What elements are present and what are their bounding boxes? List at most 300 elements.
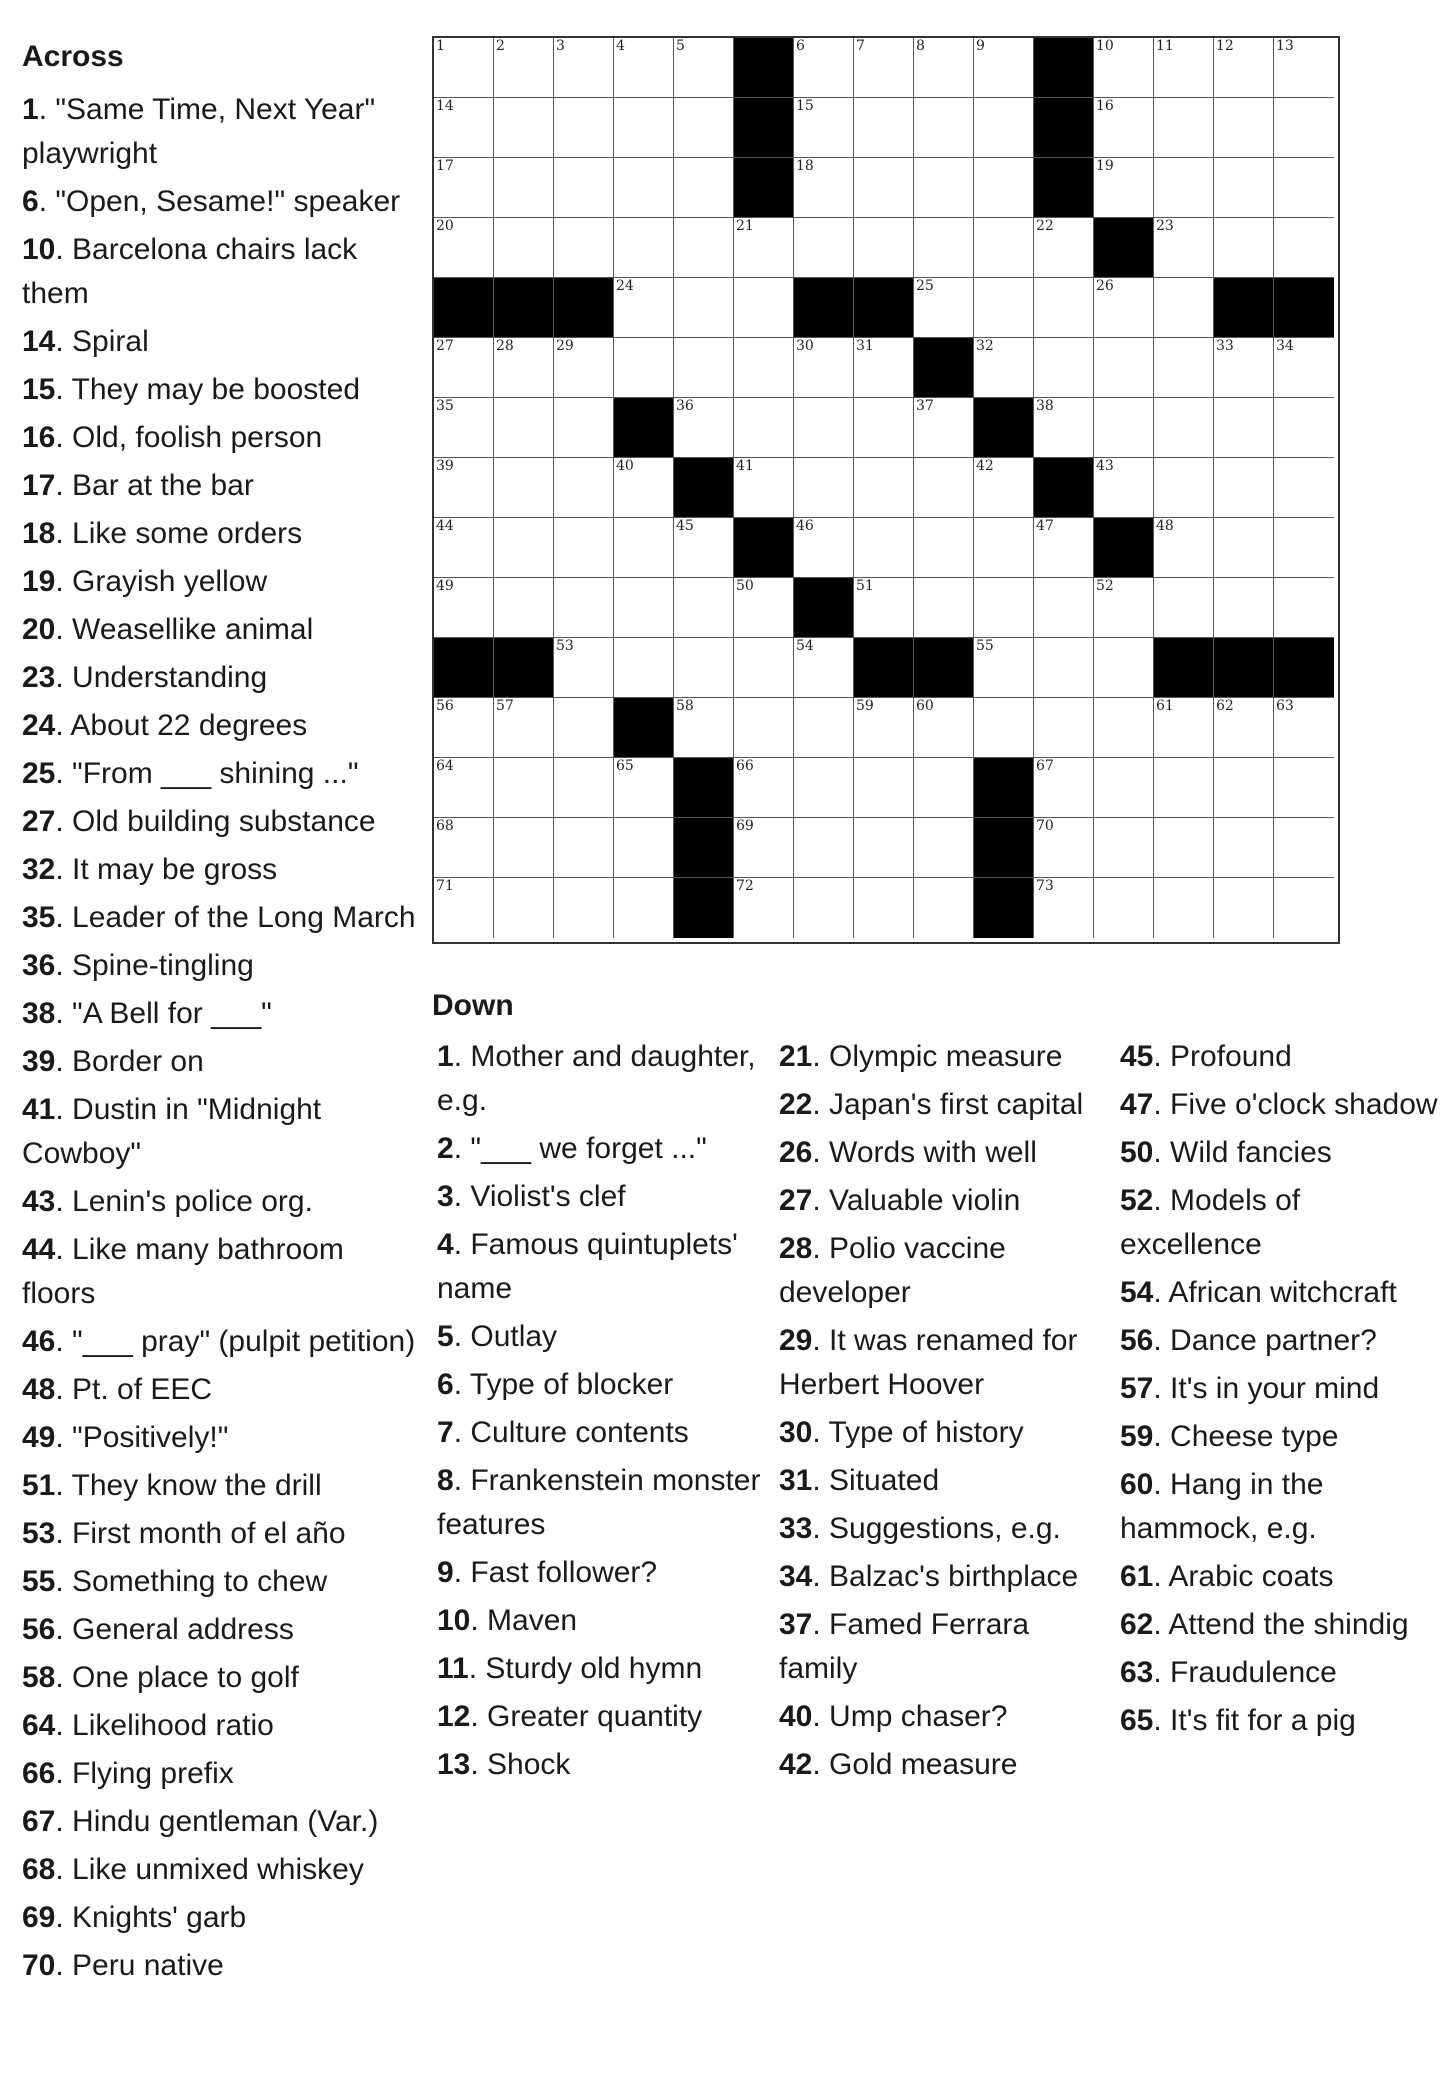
clue-item[interactable] [1120, 1415, 1450, 1459]
grid-cell[interactable] [554, 878, 614, 938]
grid-cell[interactable] [734, 878, 794, 938]
grid-cell[interactable] [494, 758, 554, 818]
clue-text: . Mother and daughter, e.g. [437, 1040, 756, 1117]
clue-number: 56 [1120, 1324, 1154, 1357]
grid-cell[interactable] [614, 878, 674, 938]
grid-cell[interactable] [434, 98, 494, 158]
grid-cell[interactable] [1034, 638, 1094, 698]
clue-item[interactable] [437, 1411, 767, 1455]
grid-cell[interactable] [494, 458, 554, 518]
clue-item[interactable] [437, 1743, 767, 1787]
grid-cell[interactable] [1154, 698, 1214, 758]
grid-cell[interactable] [674, 38, 734, 98]
clue-text: . It may be gross [55, 853, 278, 886]
grid-cell[interactable] [734, 458, 794, 518]
cell-number: 56 [436, 698, 454, 714]
clue-item[interactable] [779, 1227, 1114, 1315]
grid-cell[interactable] [614, 518, 674, 578]
grid-cell[interactable] [1274, 698, 1334, 758]
grid-cell[interactable] [974, 278, 1034, 338]
grid-cell[interactable] [554, 458, 614, 518]
cell-number: 6 [796, 38, 805, 54]
clue-item[interactable] [22, 464, 417, 508]
grid-cell[interactable] [494, 518, 554, 578]
grid-cell[interactable] [614, 158, 674, 218]
grid-cell[interactable] [974, 338, 1034, 398]
grid-cell[interactable] [1094, 578, 1154, 638]
grid-cell[interactable] [1154, 458, 1214, 518]
grid-cell[interactable] [914, 758, 974, 818]
grid-cell[interactable] [1154, 98, 1214, 158]
grid-cell[interactable] [1034, 698, 1094, 758]
grid-cell[interactable] [914, 158, 974, 218]
clue-item[interactable] [22, 1228, 417, 1316]
clue-item[interactable] [1120, 1555, 1450, 1599]
clue-item[interactable] [779, 1411, 1114, 1455]
clue-item[interactable] [22, 1944, 417, 1988]
grid-cell[interactable] [974, 638, 1034, 698]
grid-cell[interactable] [1214, 878, 1274, 938]
clue-item[interactable] [22, 1608, 417, 1652]
clue-item[interactable] [779, 1179, 1114, 1223]
grid-cell[interactable] [554, 758, 614, 818]
clue-item[interactable] [1120, 1271, 1450, 1315]
grid-cell[interactable] [734, 278, 794, 338]
grid-cell[interactable] [1274, 458, 1334, 518]
grid-cell[interactable] [1154, 518, 1214, 578]
grid-cell[interactable] [1094, 638, 1154, 698]
grid-cell[interactable] [794, 518, 854, 578]
grid-cell[interactable] [434, 878, 494, 938]
grid-cell[interactable] [794, 338, 854, 398]
clue-item[interactable] [437, 1599, 767, 1643]
grid-cell[interactable] [1274, 338, 1334, 398]
grid-cell[interactable] [1154, 218, 1214, 278]
clue-item[interactable] [22, 1752, 417, 1796]
grid-cell[interactable] [494, 818, 554, 878]
grid-cell[interactable] [1274, 158, 1334, 218]
grid-cell[interactable] [434, 698, 494, 758]
grid-cell[interactable] [1034, 218, 1094, 278]
clue-item[interactable] [22, 1416, 417, 1460]
grid-cell[interactable] [974, 578, 1034, 638]
grid-cell[interactable] [974, 518, 1034, 578]
grid-cell[interactable] [1274, 518, 1334, 578]
grid-cell[interactable] [734, 758, 794, 818]
black-square [1034, 158, 1094, 218]
grid-cell[interactable] [854, 458, 914, 518]
clue-item[interactable] [1120, 1083, 1450, 1127]
grid-cell[interactable] [494, 338, 554, 398]
black-square [1154, 638, 1214, 698]
clue-item[interactable] [22, 1800, 417, 1844]
cell-number: 33 [1216, 338, 1234, 354]
clue-item[interactable] [1120, 1035, 1450, 1079]
grid-cell[interactable] [854, 698, 914, 758]
clue-text: . Dustin in "Midnight Cowboy" [22, 1093, 322, 1170]
clue-number: 47 [1120, 1088, 1154, 1121]
cell-number: 47 [1036, 518, 1054, 534]
clue-item[interactable] [22, 1848, 417, 1892]
grid-cell[interactable] [674, 578, 734, 638]
clue-item[interactable] [22, 1040, 417, 1084]
grid-cell[interactable] [434, 398, 494, 458]
grid-cell[interactable] [794, 758, 854, 818]
clue-item[interactable] [22, 512, 417, 556]
grid-cell[interactable] [794, 638, 854, 698]
grid-cell[interactable] [974, 698, 1034, 758]
clue-item[interactable] [22, 944, 417, 988]
clue-item[interactable] [22, 1464, 417, 1508]
grid-cell[interactable] [494, 38, 554, 98]
clue-item[interactable] [22, 228, 417, 316]
grid-cell[interactable] [974, 458, 1034, 518]
grid-cell[interactable] [1274, 218, 1334, 278]
grid-cell[interactable] [1274, 758, 1334, 818]
clue-text: . Olympic measure [812, 1040, 1063, 1073]
grid-cell[interactable] [914, 518, 974, 578]
clue-item[interactable] [779, 1035, 1114, 1079]
cell-number: 41 [736, 458, 754, 474]
clue-item[interactable] [22, 896, 417, 940]
grid-cell[interactable] [1274, 38, 1334, 98]
grid-cell[interactable] [974, 218, 1034, 278]
grid-cell[interactable] [1034, 398, 1094, 458]
clue-item[interactable] [1120, 1463, 1450, 1551]
grid-cell[interactable] [914, 38, 974, 98]
clue-item[interactable] [22, 560, 417, 604]
clue-item[interactable] [1120, 1651, 1450, 1695]
clue-item[interactable] [22, 1512, 417, 1556]
black-square [794, 578, 854, 638]
clue-item[interactable] [779, 1743, 1114, 1787]
cell-number: 2 [496, 38, 505, 54]
grid-cell[interactable] [1214, 338, 1274, 398]
grid-cell[interactable] [1214, 218, 1274, 278]
grid-cell[interactable] [794, 818, 854, 878]
clue-item[interactable] [779, 1319, 1114, 1407]
clue-item[interactable] [1120, 1131, 1450, 1175]
clue-number: 6 [437, 1368, 454, 1401]
clue-item[interactable] [437, 1175, 767, 1219]
grid-cell[interactable] [674, 638, 734, 698]
grid-cell[interactable] [1034, 338, 1094, 398]
grid-cell[interactable] [494, 158, 554, 218]
grid-cell[interactable] [614, 638, 674, 698]
grid-cell[interactable] [434, 518, 494, 578]
grid-cell[interactable] [1154, 38, 1214, 98]
grid-cell[interactable] [914, 98, 974, 158]
clue-item[interactable] [22, 992, 417, 1036]
clue-number: 3 [437, 1180, 454, 1213]
grid-cell[interactable] [794, 218, 854, 278]
clue-item[interactable] [1120, 1603, 1450, 1647]
grid-cell[interactable] [1154, 818, 1214, 878]
clue-item[interactable] [22, 608, 417, 652]
clue-number: 37 [779, 1608, 813, 1641]
grid-cell[interactable] [1214, 38, 1274, 98]
grid-cell[interactable] [1094, 878, 1154, 938]
grid-cell[interactable] [1094, 278, 1154, 338]
grid-cell[interactable] [914, 698, 974, 758]
clue-item[interactable] [22, 368, 417, 412]
grid-cell[interactable] [614, 458, 674, 518]
grid-cell[interactable] [914, 398, 974, 458]
black-square [674, 818, 734, 878]
clue-item[interactable] [22, 1704, 417, 1748]
clue-item[interactable] [22, 656, 417, 700]
grid-cell[interactable] [914, 278, 974, 338]
grid-cell[interactable] [854, 818, 914, 878]
grid-cell[interactable] [674, 518, 734, 578]
clue-item[interactable] [779, 1459, 1114, 1503]
clue-item[interactable] [437, 1647, 767, 1691]
grid-cell[interactable] [1154, 278, 1214, 338]
grid-cell[interactable] [1154, 878, 1214, 938]
clue-item[interactable] [437, 1223, 767, 1311]
clue-item[interactable] [22, 1656, 417, 1700]
grid-cell[interactable] [734, 578, 794, 638]
clue-item[interactable] [22, 320, 417, 364]
grid-cell[interactable] [434, 578, 494, 638]
grid-cell[interactable] [494, 698, 554, 758]
clue-text: . Peru native [55, 1949, 224, 1982]
grid-cell[interactable] [494, 98, 554, 158]
grid-cell[interactable] [1094, 818, 1154, 878]
grid-cell[interactable] [1154, 338, 1214, 398]
grid-cell[interactable] [974, 158, 1034, 218]
grid-cell[interactable] [434, 338, 494, 398]
clue-item[interactable] [1120, 1179, 1450, 1267]
grid-cell[interactable] [1214, 158, 1274, 218]
clue-item[interactable] [22, 1368, 417, 1412]
grid-cell[interactable] [614, 758, 674, 818]
grid-cell[interactable] [1094, 458, 1154, 518]
grid-cell[interactable] [854, 98, 914, 158]
grid-cell[interactable] [614, 578, 674, 638]
grid-cell[interactable] [674, 698, 734, 758]
black-square [434, 638, 494, 698]
clue-item[interactable] [437, 1695, 767, 1739]
clue-number: 44 [22, 1233, 56, 1266]
grid-cell[interactable] [794, 98, 854, 158]
grid-cell[interactable] [1274, 578, 1334, 638]
grid-cell[interactable] [1214, 578, 1274, 638]
cell-number: 46 [796, 518, 814, 534]
clue-item[interactable] [22, 800, 417, 844]
clue-number: 16 [22, 421, 56, 454]
grid-cell[interactable] [494, 878, 554, 938]
grid-cell[interactable] [674, 218, 734, 278]
clue-item[interactable] [779, 1507, 1114, 1551]
grid-cell[interactable] [1154, 578, 1214, 638]
clue-item[interactable] [1120, 1319, 1450, 1363]
grid-cell[interactable] [854, 158, 914, 218]
grid-cell[interactable] [434, 818, 494, 878]
grid-cell[interactable] [854, 518, 914, 578]
grid-cell[interactable] [794, 398, 854, 458]
clue-item[interactable] [1120, 1699, 1450, 1743]
clue-item[interactable] [779, 1603, 1114, 1691]
grid-cell[interactable] [674, 338, 734, 398]
grid-cell[interactable] [674, 278, 734, 338]
grid-cell[interactable] [434, 758, 494, 818]
grid-cell[interactable] [1154, 398, 1214, 458]
grid-cell[interactable] [1274, 818, 1334, 878]
grid-cell[interactable] [554, 638, 614, 698]
grid-cell[interactable] [854, 338, 914, 398]
grid-cell[interactable] [614, 818, 674, 878]
clue-item[interactable] [22, 180, 417, 224]
grid-cell[interactable] [854, 38, 914, 98]
grid-cell[interactable] [734, 218, 794, 278]
grid-cell[interactable] [1034, 878, 1094, 938]
grid-cell[interactable] [554, 158, 614, 218]
clue-item[interactable] [779, 1695, 1114, 1739]
grid-cell[interactable] [1214, 458, 1274, 518]
grid-cell[interactable] [554, 698, 614, 758]
grid-cell[interactable] [554, 338, 614, 398]
grid-cell[interactable] [554, 578, 614, 638]
grid-cell[interactable] [614, 98, 674, 158]
grid-cell[interactable] [1094, 158, 1154, 218]
grid-cell[interactable] [1274, 878, 1334, 938]
grid-cell[interactable] [434, 38, 494, 98]
grid-cell[interactable] [854, 398, 914, 458]
clue-item[interactable] [437, 1035, 767, 1123]
clue-text: . "___ pray" (pulpit petition) [55, 1325, 416, 1358]
grid-cell[interactable] [1034, 818, 1094, 878]
grid-cell[interactable] [794, 158, 854, 218]
grid-cell[interactable] [614, 338, 674, 398]
grid-cell[interactable] [1094, 398, 1154, 458]
cell-number: 62 [1216, 698, 1234, 714]
grid-cell[interactable] [734, 698, 794, 758]
grid-cell[interactable] [494, 578, 554, 638]
grid-cell[interactable] [1274, 98, 1334, 158]
grid-cell[interactable] [854, 878, 914, 938]
grid-cell[interactable] [1094, 338, 1154, 398]
clue-item[interactable] [22, 1180, 417, 1224]
clue-item[interactable] [22, 704, 417, 748]
grid-cell[interactable] [734, 338, 794, 398]
grid-cell[interactable] [794, 38, 854, 98]
grid-cell[interactable] [614, 278, 674, 338]
clue-item[interactable] [437, 1363, 767, 1407]
grid-cell[interactable] [1214, 758, 1274, 818]
grid-cell[interactable] [1034, 758, 1094, 818]
grid-cell[interactable] [434, 458, 494, 518]
clue-number: 66 [22, 1757, 56, 1790]
grid-cell[interactable] [854, 578, 914, 638]
grid-cell[interactable] [554, 38, 614, 98]
clue-item[interactable] [779, 1083, 1114, 1127]
clue-item[interactable] [437, 1551, 767, 1595]
clue-item[interactable] [22, 752, 417, 796]
clue-item[interactable] [22, 1320, 417, 1364]
clue-item[interactable] [22, 848, 417, 892]
clue-item[interactable] [1120, 1367, 1450, 1411]
grid-cell[interactable] [914, 458, 974, 518]
black-square [614, 398, 674, 458]
grid-cell[interactable] [554, 218, 614, 278]
clue-number: 18 [22, 517, 56, 550]
grid-cell[interactable] [914, 218, 974, 278]
grid-cell[interactable] [1214, 518, 1274, 578]
clue-item[interactable] [779, 1555, 1114, 1599]
grid-cell[interactable] [1094, 38, 1154, 98]
grid-cell[interactable] [1214, 98, 1274, 158]
grid-cell[interactable] [554, 98, 614, 158]
grid-cell[interactable] [1094, 698, 1154, 758]
grid-cell[interactable] [494, 218, 554, 278]
grid-cell[interactable] [494, 398, 554, 458]
grid-cell[interactable] [794, 698, 854, 758]
grid-cell[interactable] [1154, 758, 1214, 818]
clue-item[interactable] [22, 1896, 417, 1940]
grid-cell[interactable] [914, 818, 974, 878]
cell-number: 38 [1036, 398, 1054, 414]
grid-cell[interactable] [734, 818, 794, 878]
grid-cell[interactable] [434, 218, 494, 278]
grid-cell[interactable] [1094, 98, 1154, 158]
clue-item[interactable] [779, 1131, 1114, 1175]
grid-cell[interactable] [1214, 698, 1274, 758]
cell-number: 40 [616, 458, 634, 474]
clue-item[interactable] [22, 88, 417, 176]
clue-item[interactable] [437, 1127, 767, 1171]
clue-item[interactable] [22, 1088, 417, 1176]
grid-cell[interactable] [1214, 818, 1274, 878]
grid-cell[interactable] [734, 638, 794, 698]
clue-item[interactable] [22, 1560, 417, 1604]
grid-cell[interactable] [1094, 758, 1154, 818]
grid-cell[interactable] [1034, 578, 1094, 638]
grid-cell[interactable] [974, 38, 1034, 98]
grid-cell[interactable] [434, 158, 494, 218]
grid-cell[interactable] [854, 758, 914, 818]
grid-cell[interactable] [674, 398, 734, 458]
grid-cell[interactable] [1034, 518, 1094, 578]
black-square [1034, 458, 1094, 518]
grid-cell[interactable] [794, 878, 854, 938]
grid-cell[interactable] [734, 398, 794, 458]
grid-cell[interactable] [974, 98, 1034, 158]
grid-cell[interactable] [914, 878, 974, 938]
cell-number: 35 [436, 398, 454, 414]
grid-cell[interactable] [674, 98, 734, 158]
grid-cell[interactable] [554, 818, 614, 878]
grid-cell[interactable] [554, 518, 614, 578]
grid-cell[interactable] [674, 158, 734, 218]
clue-item[interactable] [437, 1459, 767, 1547]
cell-number: 53 [556, 638, 574, 654]
grid-cell[interactable] [614, 38, 674, 98]
grid-cell[interactable] [1034, 278, 1094, 338]
grid-cell[interactable] [794, 458, 854, 518]
grid-cell[interactable] [1154, 158, 1214, 218]
black-square [854, 638, 914, 698]
grid-cell[interactable] [554, 398, 614, 458]
clue-number: 38 [22, 997, 56, 1030]
grid-cell[interactable] [1214, 398, 1274, 458]
grid-cell[interactable] [854, 218, 914, 278]
grid-cell[interactable] [914, 578, 974, 638]
grid-cell[interactable] [1274, 398, 1334, 458]
grid-cell[interactable] [614, 218, 674, 278]
clue-item[interactable] [22, 416, 417, 460]
clue-item[interactable] [437, 1315, 767, 1359]
